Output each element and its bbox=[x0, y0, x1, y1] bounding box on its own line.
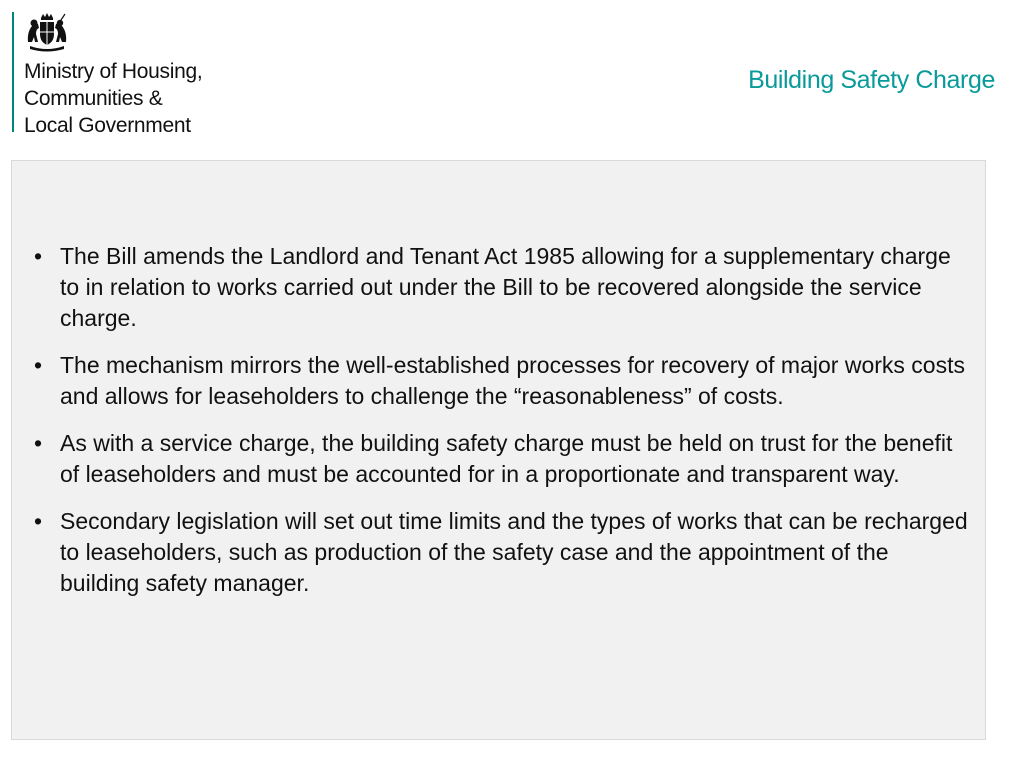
bullet-dot-icon: • bbox=[33, 243, 43, 269]
bullet-item bbox=[28, 506, 973, 599]
bullet-dot-icon: • bbox=[33, 352, 43, 378]
bullet-text: Secondary legislation will set out time limits and the types of works that can be recharged to leaseholders, such as production of the safety case and the appointment of the building safety manager. bbox=[60, 508, 968, 596]
bullet-dot-icon: • bbox=[33, 508, 43, 534]
bullet-list bbox=[28, 241, 973, 615]
department-name-line-1: Ministry of Housing, bbox=[24, 60, 203, 83]
bullet-text: The Bill amends the Landlord and Tenant Act 1985 allowing for a supplementary charge to in relation to works carried out under the Bill to be recovered alongside the service charge. bbox=[60, 243, 951, 331]
bullet-item bbox=[28, 428, 973, 490]
content-panel bbox=[11, 160, 986, 740]
department-name bbox=[24, 58, 202, 139]
bullet-text: As with a service charge, the building safety charge must be held on trust for the benefit of leaseholders and must be accounted for in a proportionate and transparent way. bbox=[60, 430, 953, 487]
royal-coat-of-arms-icon bbox=[24, 12, 70, 52]
bullet-item bbox=[28, 350, 973, 412]
slide-title: Building Safety Charge bbox=[748, 66, 995, 94]
bullet-item bbox=[28, 241, 973, 334]
department-logo bbox=[12, 12, 203, 137]
bullet-text: The mechanism mirrors the well-established processes for recovery of major works costs and allows for leaseholders to challenge the “reasonableness” of costs. bbox=[60, 352, 965, 409]
department-name-line-3: Local Government bbox=[24, 114, 191, 137]
department-name-line-2: Communities & bbox=[24, 87, 163, 110]
bullet-dot-icon: • bbox=[33, 430, 43, 456]
